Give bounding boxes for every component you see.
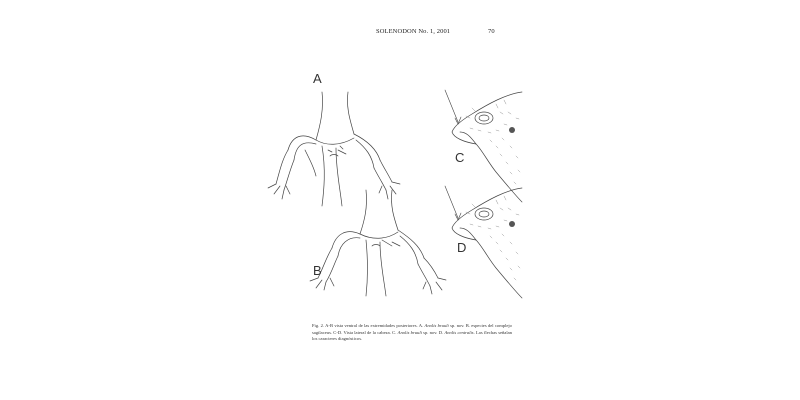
panel-label-a: A xyxy=(313,71,322,86)
caption-part-4: . Las flechas señalan los caracteres diagnósticos. xyxy=(312,329,512,342)
page-number: 70 xyxy=(488,28,495,35)
panel-c-drawing xyxy=(445,90,522,202)
panel-label-c: C xyxy=(455,150,465,165)
journal-title: SOLENODON No. 1, 2001 xyxy=(376,28,451,35)
caption-species-2: Anolis bruuli xyxy=(397,329,422,335)
caption-species-1: Anolis bruuli xyxy=(424,323,449,328)
panel-a-drawing xyxy=(268,92,400,206)
panel-label-d: D xyxy=(457,240,467,255)
caption-lead: Fig. 2. A-B vista ventral de las extremidades posteriores. A. xyxy=(312,323,424,328)
caption-part-2: sp. nov. B. especies del complejo sagilaceus. C-D. Vista lateral de la cabeza. C. xyxy=(312,323,512,335)
panel-b-drawing xyxy=(310,190,446,296)
caption-part-3: sp. nov. D. xyxy=(423,329,444,335)
caption-species-3: Anolis centralis xyxy=(444,329,474,335)
figure-caption xyxy=(312,323,512,343)
panel-label-b: B xyxy=(313,263,322,278)
